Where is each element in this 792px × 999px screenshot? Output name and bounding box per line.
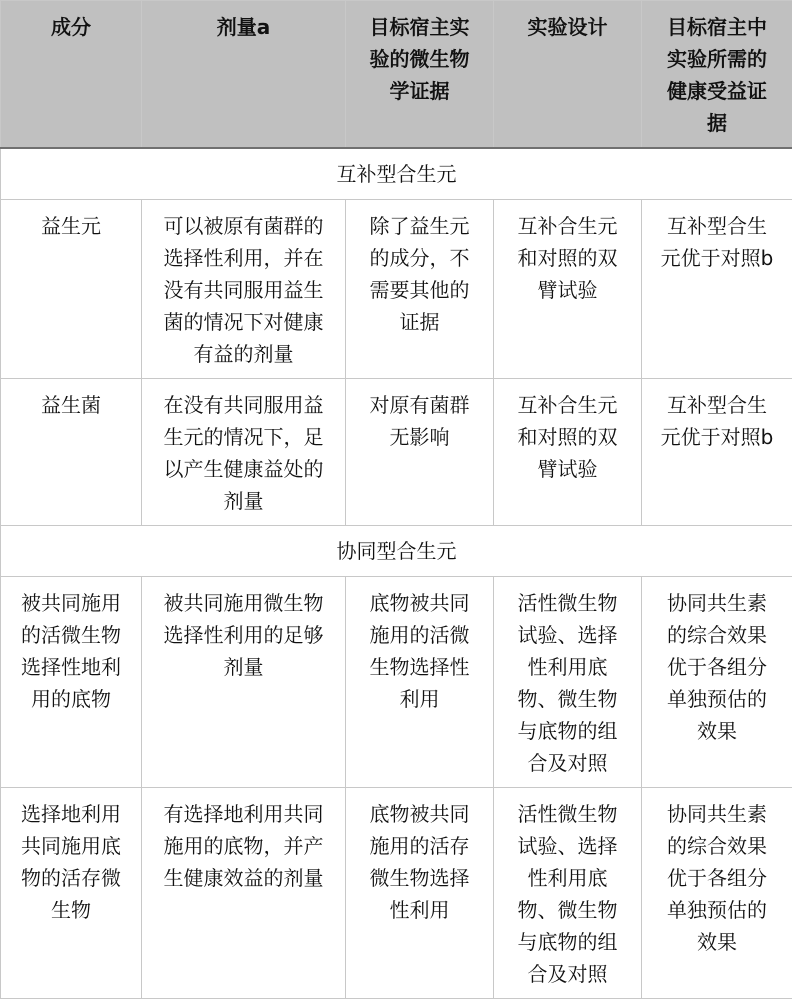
cell: 有选择地利用共同 施用的底物，并产 生健康效益的剂量 xyxy=(142,788,346,999)
cell: 被共同施用微生物 选择性利用的足够 剂量 xyxy=(142,577,346,788)
header-dose: 剂量a xyxy=(142,1,346,149)
table-row xyxy=(1,577,792,788)
cell: 对原有菌群 无影响 xyxy=(346,379,494,526)
section-title: 协同型合生元 xyxy=(1,526,792,577)
cell: 在没有共同服用益 生元的情况下，足 以产生健康益处的 剂量 xyxy=(142,379,346,526)
cell: 活性微生物 试验、选择 性利用底 物、微生物 与底物的组 合及对照 xyxy=(494,577,642,788)
table-row xyxy=(1,200,792,379)
cell: 互补合生元 和对照的双 臂试验 xyxy=(494,200,642,379)
section-title: 互补型合生元 xyxy=(1,148,792,200)
cell: 除了益生元 的成分，不 需要其他的 证据 xyxy=(346,200,494,379)
table-row xyxy=(1,788,792,999)
cell: 互补型合生 元优于对照b xyxy=(642,379,792,526)
header-row xyxy=(1,1,792,149)
cell: 互补型合生 元优于对照b xyxy=(642,200,792,379)
cell: 互补合生元 和对照的双 臂试验 xyxy=(494,379,642,526)
cell: 底物被共同 施用的活微 生物选择性 利用 xyxy=(346,577,494,788)
header-ingredient: 成分 xyxy=(1,1,142,149)
cell: 可以被原有菌群的 选择性利用，并在 没有共同服用益生 菌的情况下对健康 有益的剂量 xyxy=(142,200,346,379)
header-health-evidence: 目标宿主中 实验所需的 健康受益证 据 xyxy=(642,1,792,149)
cell: 选择地利用 共同施用底 物的活存微 生物 xyxy=(1,788,142,999)
header-design: 实验设计 xyxy=(494,1,642,149)
cell: 底物被共同 施用的活存 微生物选择 性利用 xyxy=(346,788,494,999)
table-row xyxy=(1,379,792,526)
cell: 协同共生素 的综合效果 优于各组分 单独预估的 效果 xyxy=(642,577,792,788)
cell: 活性微生物 试验、选择 性利用底 物、微生物 与底物的组 合及对照 xyxy=(494,788,642,999)
cell: 益生元 xyxy=(1,200,142,379)
cell: 协同共生素 的综合效果 优于各组分 单独预估的 效果 xyxy=(642,788,792,999)
header-microbiology-evidence: 目标宿主实 验的微生物 学证据 xyxy=(346,1,494,149)
cell: 被共同施用 的活微生物 选择性地利 用的底物 xyxy=(1,577,142,788)
cell: 益生菌 xyxy=(1,379,142,526)
